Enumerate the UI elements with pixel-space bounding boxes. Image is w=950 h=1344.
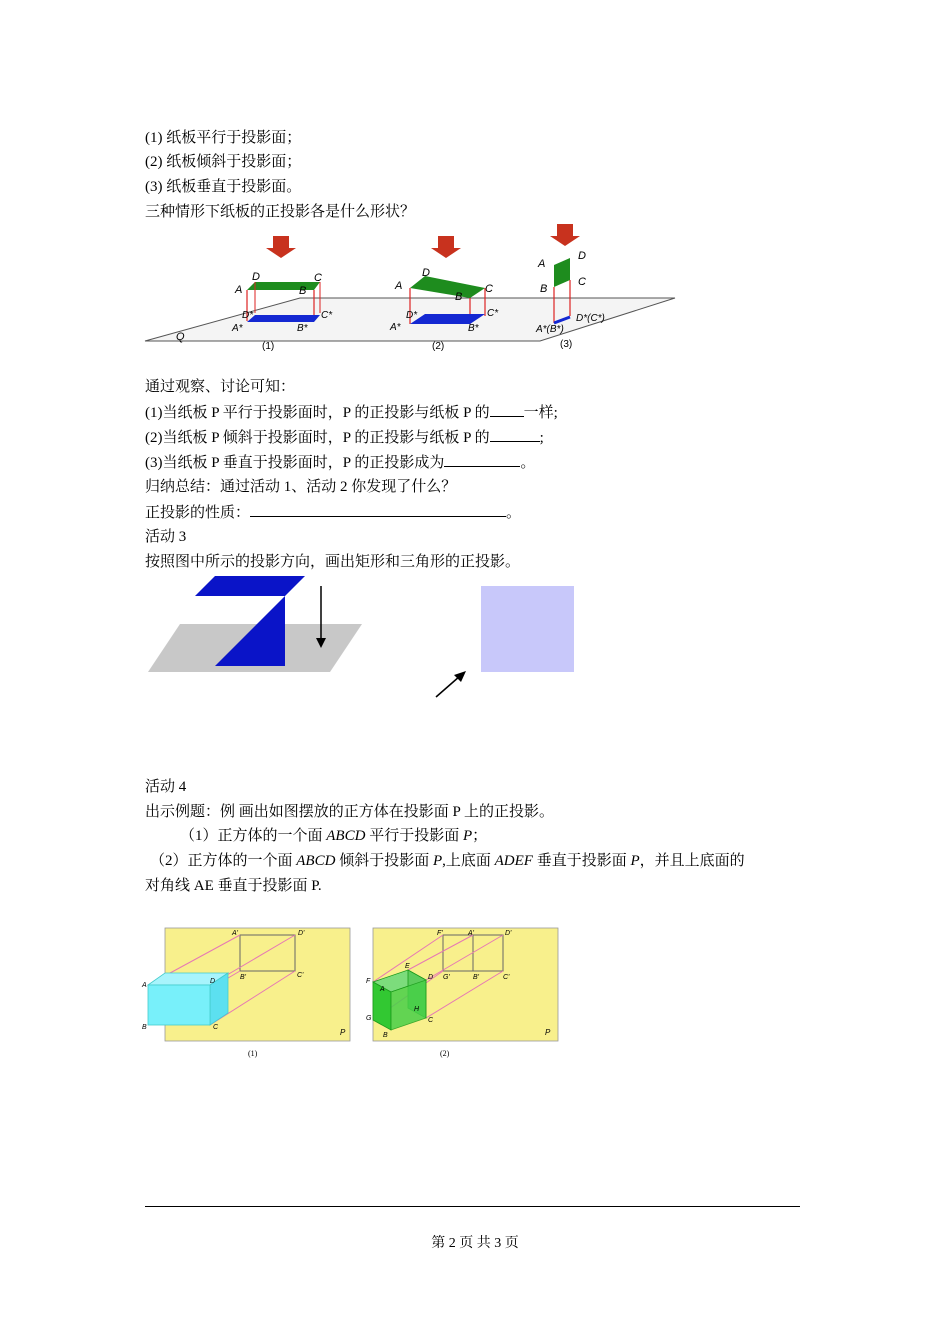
label-h: H <box>414 1006 420 1013</box>
question-text: 三种情形下纸板的正投影各是什么形状？ <box>145 204 416 220</box>
discussion-intro: 通过观察、讨论可知： <box>145 379 296 395</box>
label-d-proj: D* <box>406 310 418 321</box>
arrow-down-icon <box>550 224 580 246</box>
label-d: D <box>428 974 434 981</box>
shadow-parallel <box>247 315 320 322</box>
label-b: B <box>383 1032 388 1039</box>
label-c: C <box>428 1017 434 1024</box>
label-b: B <box>142 1024 147 1031</box>
example-part-2-cont: 对角线 AE 垂直于投影面 P. <box>145 878 322 894</box>
label-b-prime: B' <box>240 974 247 981</box>
arrow-up-right-icon <box>436 671 466 697</box>
caption-2: (2) <box>432 341 445 352</box>
discussion-line-3: (3)当纸板 P 垂直于投影面时，P 的正投影成为 。 <box>145 452 535 473</box>
label-a-proj: A* <box>390 322 401 333</box>
arrow-down-icon <box>316 586 326 648</box>
label-c: C <box>485 283 493 295</box>
label-b: B <box>455 291 463 303</box>
label-g: G <box>366 1015 372 1022</box>
label-c-proj: C* <box>321 310 333 321</box>
label-a: A <box>380 986 385 993</box>
projection-square <box>481 586 574 672</box>
page-number: 第 2 页 共 3 页 <box>431 1236 519 1251</box>
rectangle-shape <box>195 576 305 596</box>
summary-question: 归纳总结：通过活动 1、活动 2 你发现了什么？ <box>145 479 457 495</box>
label-f: F <box>366 978 371 985</box>
example-part-2: （2）正方体的一个面 ABCD 倾斜于投影面 P,上底面 ADEF 垂直于投影面 P，并且上底面的 <box>150 853 745 869</box>
label-d-prime: D' <box>505 930 512 937</box>
label-b-proj: B* <box>468 323 479 334</box>
board-projection-figure <box>140 218 685 358</box>
label-b: B <box>540 283 548 295</box>
discussion-line-2: (2)当纸板 P 倾斜于投影面时，P 的正投影与纸板 P 的 ; <box>145 427 544 448</box>
list-item-inclined: (2) 纸板倾斜于投影面； <box>145 154 302 170</box>
board-parallel <box>247 282 320 290</box>
activity-4-title: 活动 4 <box>145 779 187 795</box>
label-a-proj: A* <box>232 323 243 334</box>
label-b: B <box>299 285 307 297</box>
answer-blank[interactable] <box>490 427 540 442</box>
caption-2: (2) <box>440 1049 450 1058</box>
label-g-prime: G' <box>443 974 450 981</box>
label-a-prime: A' <box>232 930 239 937</box>
plane-label-q: Q <box>176 331 185 343</box>
caption-3: (3) <box>560 339 573 350</box>
label-f-prime: F' <box>437 930 443 937</box>
label-b-prime: B' <box>473 974 480 981</box>
label-a: A <box>538 258 546 270</box>
label-d: D <box>578 250 586 262</box>
label-a: A <box>142 982 147 989</box>
label-d: D <box>210 978 216 985</box>
label-c: C <box>578 276 586 288</box>
discussion-line-1: (1)当纸板 P 平行于投影面时，P 的正投影与纸板 P 的 一样; <box>145 402 558 423</box>
example-text: 出示例题：例 画出如图摆放的正方体在投影面 P 上的正投影。 <box>145 804 555 820</box>
label-a: A <box>395 280 403 292</box>
label-a: A <box>235 284 243 296</box>
list-item-perpendicular: (3) 纸板垂直于投影面。 <box>145 179 302 195</box>
cube-projection-figure <box>140 925 565 1065</box>
board-perpendicular <box>554 258 570 287</box>
arrow-down-icon <box>431 236 461 258</box>
answer-blank[interactable] <box>444 452 520 467</box>
label-d: D <box>422 267 430 279</box>
label-c: C <box>314 272 322 284</box>
activity-3-title: 活动 3 <box>145 529 187 545</box>
answer-blank[interactable] <box>250 502 506 517</box>
label-d: D <box>252 271 260 283</box>
plane-label-p: P <box>340 1028 346 1037</box>
label-e: E <box>405 963 410 970</box>
activity-3-figure <box>140 572 585 702</box>
label-c-proj: C* <box>487 308 499 319</box>
label-b-proj: B* <box>297 323 308 334</box>
example-part-1: （1）正方体的一个面 ABCD 平行于投影面 P； <box>180 828 488 844</box>
activity-3-text: 按照图中所示的投影方向，画出矩形和三角形的正投影。 <box>145 554 521 570</box>
label-c-prime: C' <box>297 972 304 979</box>
list-item-parallel: (1) 纸板平行于投影面； <box>145 130 302 146</box>
plane-label-p: P <box>545 1028 551 1037</box>
answer-blank[interactable] <box>490 402 524 417</box>
board-inclined <box>410 276 485 298</box>
label-d-prime: D' <box>298 930 305 937</box>
footer-divider <box>145 1206 800 1207</box>
caption-1: (1) <box>248 1049 258 1058</box>
arrow-down-icon <box>266 236 296 258</box>
property-line: 正投影的性质： 。 <box>145 502 521 523</box>
label-c: C <box>213 1024 219 1031</box>
label-d-proj: D* <box>242 310 254 321</box>
label-ab-proj: A*(B*) <box>536 324 564 335</box>
label-dc-proj: D*(C*) <box>576 313 605 324</box>
label-a-prime: A' <box>468 930 475 937</box>
caption-1: (1) <box>262 341 275 352</box>
label-c-prime: C' <box>503 974 510 981</box>
